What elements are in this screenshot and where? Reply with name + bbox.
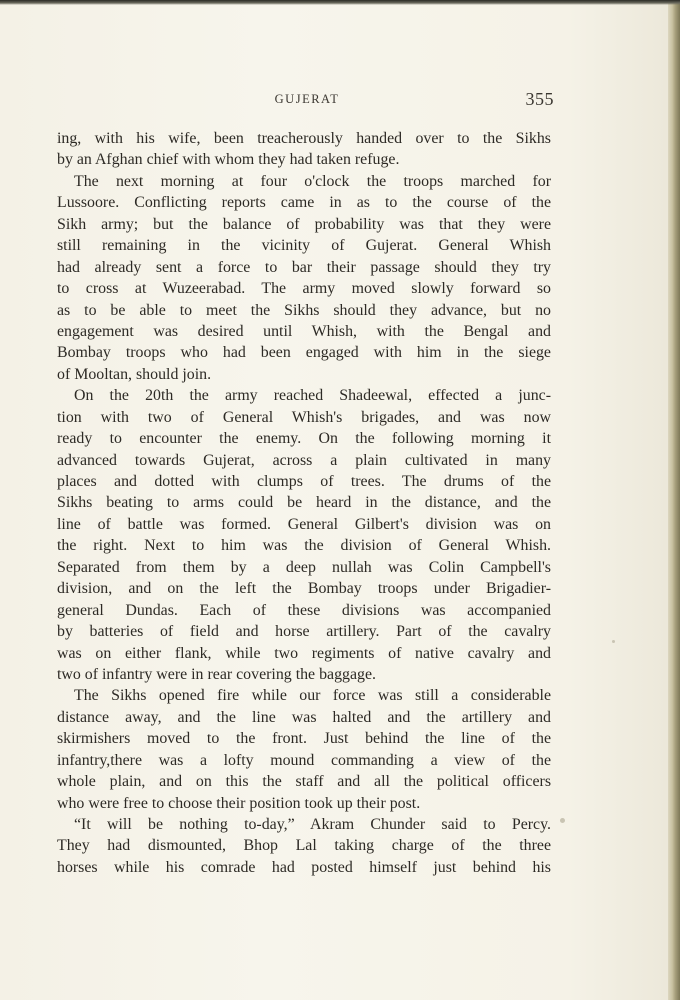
page-number: 355 — [525, 89, 554, 109]
text-line: infantry,there was a lofty mound commanding a view of the — [57, 751, 551, 769]
paper-speck — [560, 818, 565, 823]
text-line: still remaining in the vicinity of Gujerat. General Whish — [57, 237, 551, 255]
text-line: horses while his comrade had posted himself just behind his — [57, 858, 551, 876]
paper-speck — [612, 640, 615, 643]
text-line: two of infantry were in rear covering the baggage. — [57, 665, 376, 683]
text-line: to cross at Wuzeerabad. The army moved slowly forward so — [57, 280, 551, 298]
text-line: Lussoore. Conflicting reports came in as to the course of the — [57, 194, 551, 212]
text-line: the right. Next to him was the division of General Whish. — [57, 537, 551, 555]
text-line: distance away, and the line was halted and the artillery and — [57, 708, 551, 726]
text-line: of Mooltan, should join. — [57, 365, 212, 383]
text-line: general Dundas. Each of these divisions was accompanied — [57, 601, 551, 619]
text-line: ing, with his wife, been treacherously handed over to the Sikhs — [57, 130, 551, 147]
text-line: Sikhs beating to arms could be heard in the distance, and the — [57, 494, 551, 512]
text-line: The next morning at four o'clock the troops marched for — [74, 172, 551, 190]
text-line: had already sent a force to bar their passage should they try — [57, 258, 551, 276]
text-line: line of battle was formed. General Gilbert's division was on — [57, 515, 551, 533]
running-head — [60, 89, 554, 114]
page-edge-right — [668, 0, 680, 1000]
text-line: Sikh army; but the balance of probability was that they were — [57, 215, 551, 233]
text-line: They had dismounted, Bhop Lal taking charge of the three — [57, 837, 551, 855]
text-line: On the 20th the army reached Shadeewal, effected a junc- — [74, 387, 551, 405]
text-line: tion with two of General Whish's brigades, and was now — [57, 408, 551, 426]
text-line: “It will be nothing to-day,” Akram Chunder said to Percy. — [74, 816, 551, 833]
text-line: The Sikhs opened fire while our force was still a considerable — [74, 687, 551, 705]
text-line: advanced towards Gujerat, across a plain cultivated in many — [57, 451, 551, 469]
chapter-title: GUJERAT — [274, 92, 340, 106]
text-line: places and dotted with clumps of trees. The drums of the — [57, 473, 551, 490]
text-line: whole plain, and on this the staff and all the political officers — [57, 773, 551, 791]
text-line: ready to encounter the enemy. On the following morning it — [57, 430, 551, 448]
text-line: division, and on the left the Bombay troops under Brigadier- — [57, 580, 551, 598]
text-line: as to be able to meet the Sikhs should they advance, but no — [57, 301, 551, 319]
text-line: skirmishers moved to the front. Just behind the line of the — [57, 730, 551, 748]
text-line: by an Afghan chief with whom they had taken refuge. — [57, 151, 400, 169]
text-line: engagement was desired until Whish, with the Bengal and — [57, 322, 551, 340]
text-line: was on either flank, while two regiments of native cavalry and — [57, 644, 551, 662]
text-line: by batteries of field and horse artillery. Part of the cavalry — [57, 623, 551, 641]
text-line: Bombay troops who had been engaged with him in the siege — [57, 344, 551, 362]
text-line: Separated from them by a deep nullah was Colin Campbell's — [57, 558, 551, 576]
body-text — [57, 128, 551, 878]
text-line: who were free to choose their position took up their post. — [57, 794, 421, 812]
page-edge-top — [0, 0, 680, 5]
